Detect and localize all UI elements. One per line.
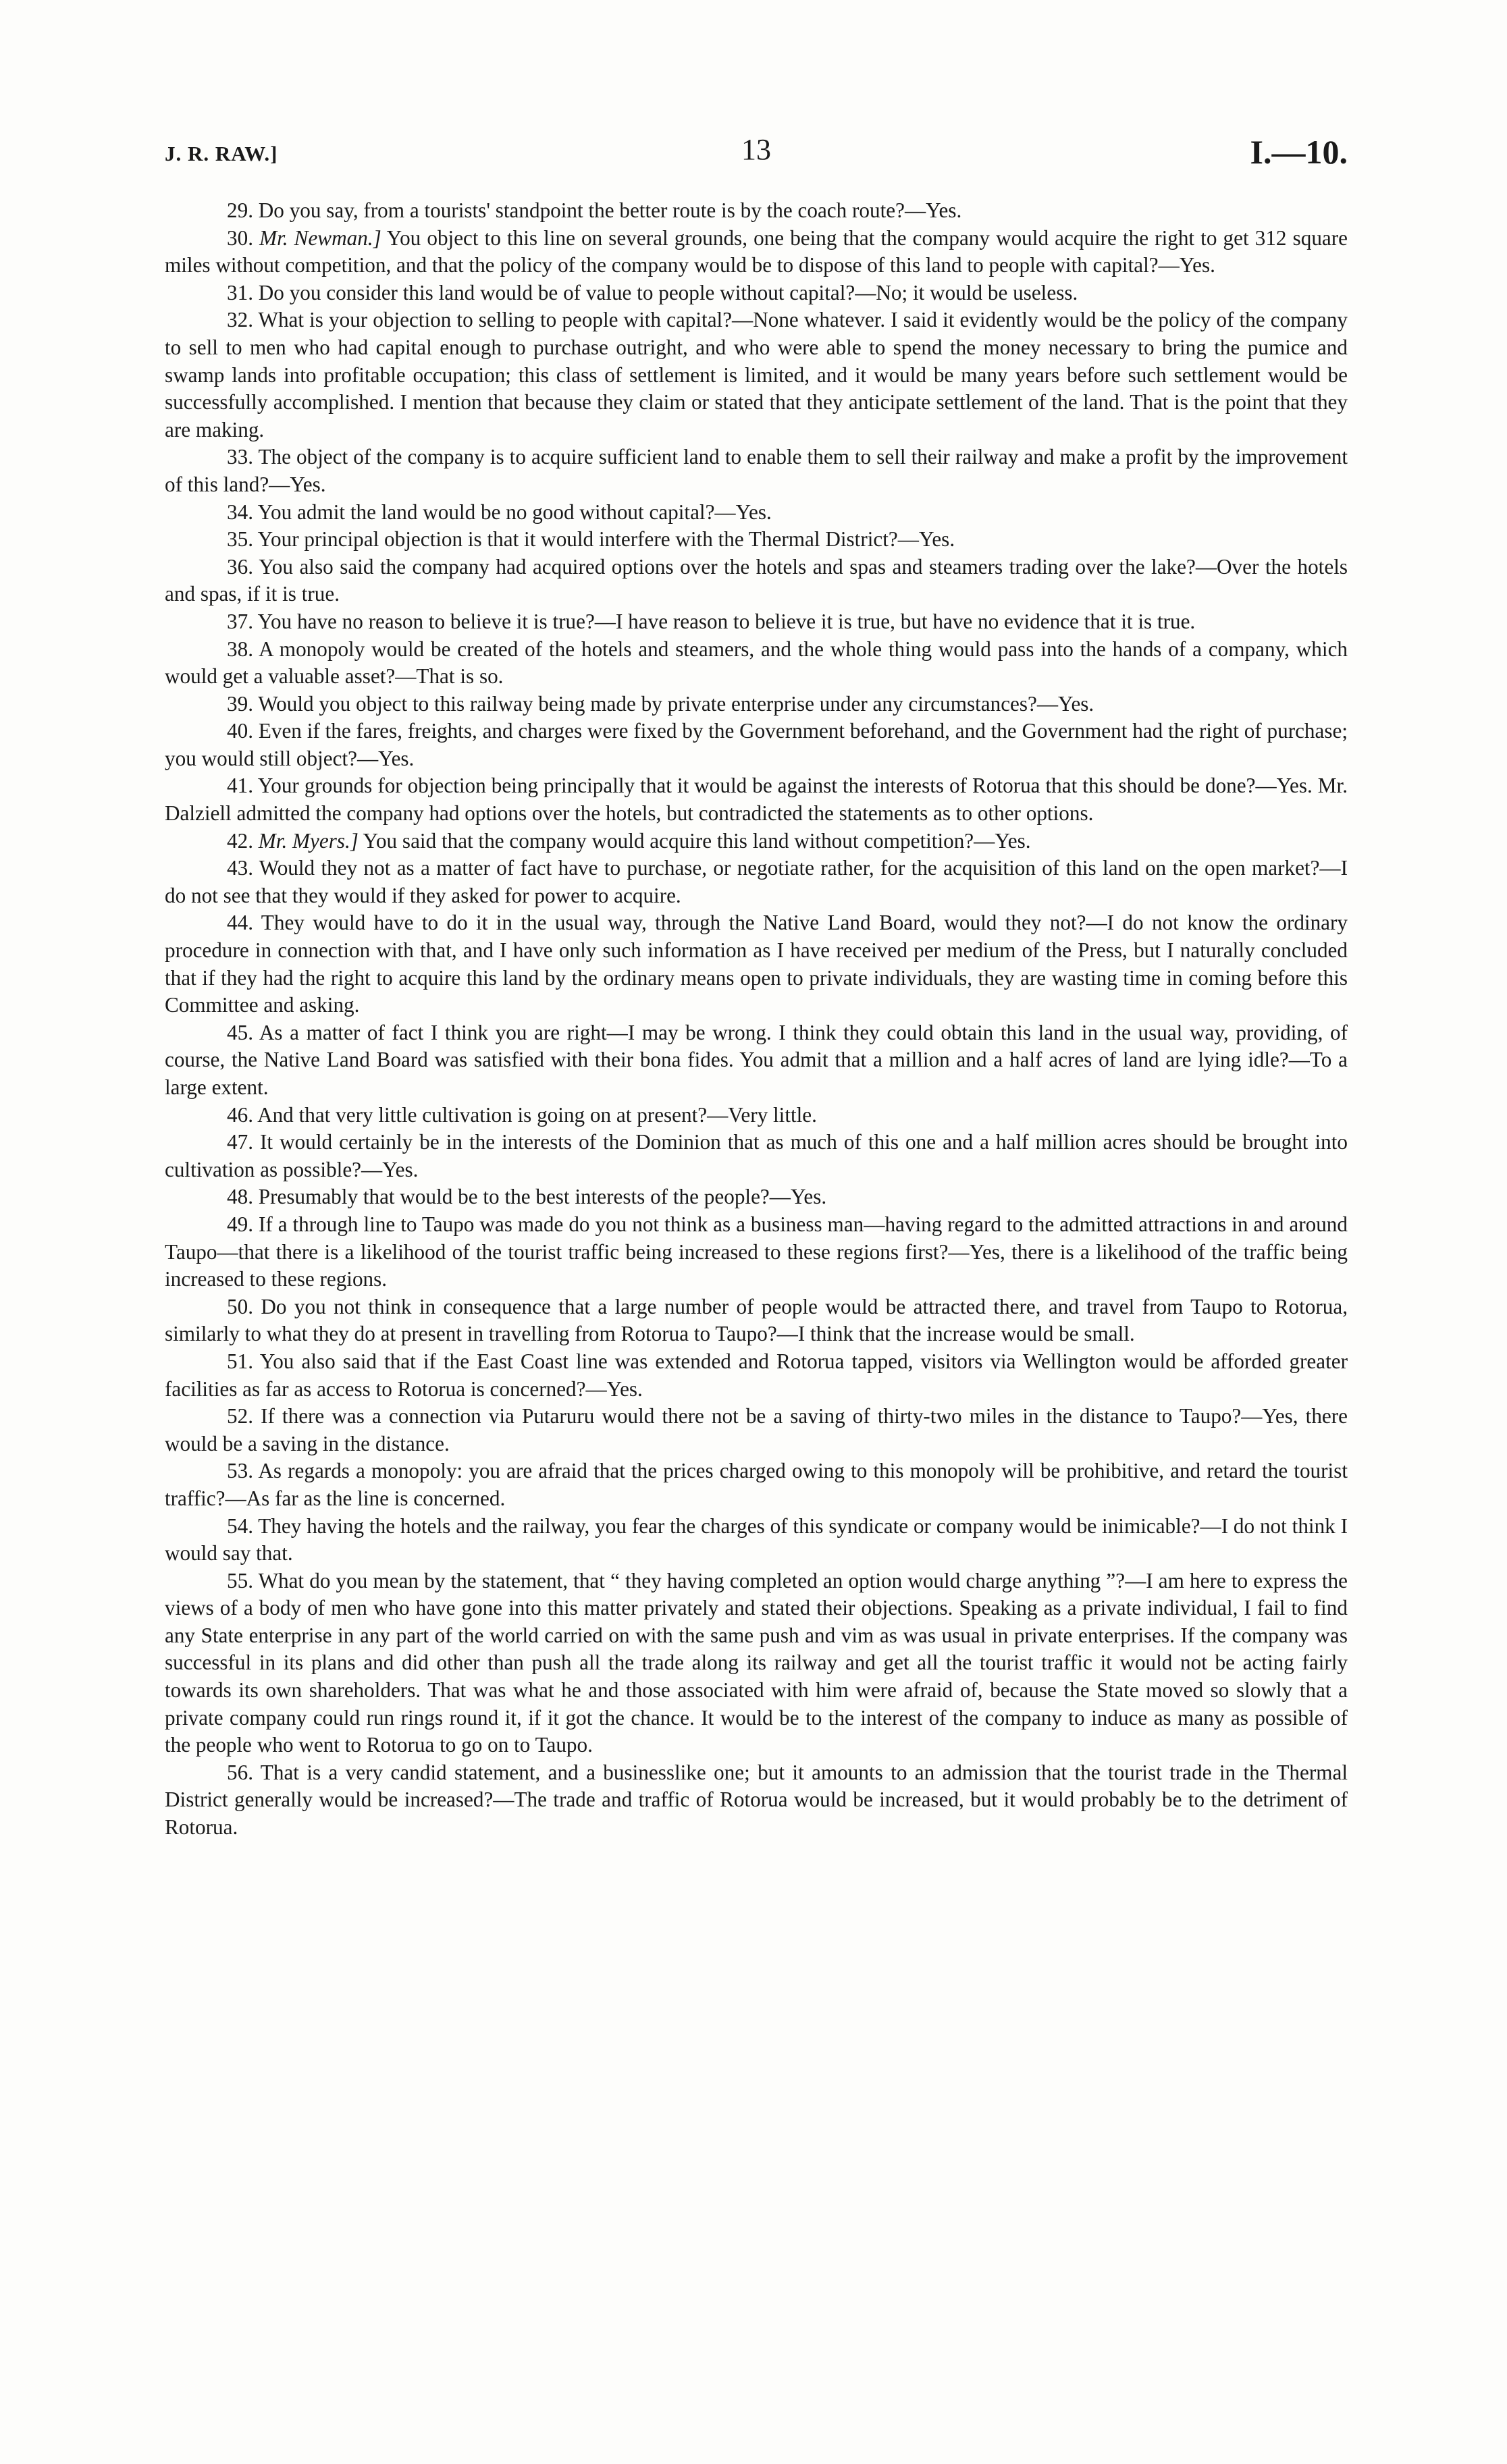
qa-paragraph	[165, 279, 1348, 307]
question-number: 42.	[227, 828, 253, 853]
qa-paragraph	[165, 1211, 1348, 1293]
qa-paragraph	[165, 1457, 1348, 1512]
question-number: 32.	[227, 308, 253, 332]
qa-text: Presumably that would be to the best interests of the people?—Yes.	[258, 1185, 827, 1209]
question-number: 29.	[227, 198, 253, 222]
qa-text: You also said that if the East Coast line was extended and Rotorua tapped, visitors via Wellington would be afforded greater facilities as far as access to Rotorua is concerned?—Yes.	[165, 1349, 1348, 1401]
qa-text: Do you consider this land would be of value to people without capital?—No; it would be useless.	[258, 280, 1078, 304]
qa-paragraph	[165, 636, 1348, 691]
qa-text: A monopoly would be created of the hotels and steamers, and the whole thing would pass into the hands of a company, which would get a valuable asset?—That is so.	[165, 637, 1348, 689]
question-number: 30.	[227, 225, 253, 250]
qa-text: You also said the company had acquired options over the hotels and spas and steamers trading over the lake?—Over the hotels and spas, if it is true.	[165, 554, 1348, 606]
question-number: 45.	[227, 1020, 253, 1044]
question-number: 52.	[227, 1404, 253, 1428]
qa-paragraph	[165, 1102, 1348, 1129]
qa-text: You object to this line on several grounds, one being that the company would acquire the right to get 312 square miles without competition, and that the policy of the company would be to dispose of this land to people with capital?—Yes.	[165, 225, 1348, 277]
speaker-label: Mr. Myers.]	[258, 828, 359, 853]
qa-paragraph	[165, 499, 1348, 527]
qa-text: You admit the land would be no good without capital?—Yes.	[257, 500, 772, 524]
qa-paragraph	[165, 1129, 1348, 1183]
qa-text: And that very little cultivation is going on at present?—Very little.	[257, 1102, 817, 1127]
qa-text: Your grounds for objection being principally that it would be against the interests of Rotorua that this should be done?—Yes. Mr. Dalziell admitted the company had options over the hotels, but contradicted the statements as to other options.	[165, 774, 1348, 826]
qa-paragraph	[165, 1513, 1348, 1568]
qa-paragraph	[165, 225, 1348, 279]
question-number: 49.	[227, 1212, 253, 1236]
question-number: 37.	[227, 609, 253, 633]
qa-paragraph	[165, 828, 1348, 855]
question-number: 43.	[227, 856, 253, 880]
question-number: 47.	[227, 1130, 253, 1154]
qa-text: Would they not as a matter of fact have to purchase, or negotiate rather, for the acquisition of this land on the open market?—I do not see that they would if they asked for power to acquire.	[165, 856, 1348, 907]
qa-paragraph	[165, 718, 1348, 772]
page-number: 13	[741, 133, 771, 166]
qa-paragraph	[165, 306, 1348, 444]
question-number: 55.	[227, 1568, 253, 1592]
qa-text: As a matter of fact I think you are right—I may be wrong. I think they could obtain this land in the usual way, providing, of course, the Native Land Board was satisfied with their bona fides. You admit that a million and a half acres of land are lying idle?—To a large extent.	[165, 1020, 1348, 1099]
question-number: 48.	[227, 1185, 253, 1209]
qa-paragraph	[165, 526, 1348, 554]
qa-paragraph	[165, 608, 1348, 636]
qa-paragraph	[165, 197, 1348, 225]
evidence-body	[165, 197, 1348, 1842]
qa-text: You have no reason to believe it is true?—I have reason to believe it is true, but have no evidence that it is true.	[257, 609, 1196, 633]
qa-paragraph	[165, 1348, 1348, 1403]
question-number: 33.	[227, 445, 253, 469]
qa-text: What do you mean by the statement, that “ they having completed an option would charge anything ”?—I am here to express the views of a body of men who have gone into this matter privately and stated their objections. Speaking as a private individual, I fail to find any State enterprise in any part of the world carried on with the same push and vim as was usual in private enterprises. If the company was successful in its plans and did other than push all the trade along its railway and get all the tourist traffic it would not be acting fairly towards its own shareholders. That was what he and those associated with him were afraid of, because the State moved so slowly that a private company could run rings round it, if it got the chance. It would be to the interest of the company to induce as many as possible of the people who went to Rotorua to go on to Taupo.	[165, 1568, 1348, 1757]
qa-text: You said that the company would acquire this land without competition?—Yes.	[363, 828, 1031, 853]
qa-text: If there was a connection via Putaruru would there not be a saving of thirty-two miles in the distance to Taupo?—Yes, there would be a saving in the distance.	[165, 1404, 1348, 1455]
question-number: 56.	[227, 1760, 253, 1784]
witness-name: J. R. RAW.]	[165, 142, 278, 165]
qa-text: The object of the company is to acquire sufficient land to enable them to sell their railway and make a profit by the improvement of this land?—Yes.	[165, 445, 1348, 496]
question-number: 44.	[227, 911, 253, 935]
qa-text: They would have to do it in the usual way, through the Native Land Board, would they not?—I do not know the ordinary procedure in connection with that, and I have only such information as I have received per medium of the Press, but I naturally concluded that if they had the right to acquire this land by the ordinary means open to private individuals, they are wasting time in coming before this Committee and asking.	[165, 911, 1348, 1017]
question-number: 41.	[227, 774, 253, 798]
question-number: 36.	[227, 554, 253, 579]
qa-text: If a through line to Taupo was made do you not think as a business man—having regard to the admitted attractions in and around Taupo—that there is a likelihood of the tourist traffic being increased to these regions first?—Yes, there is a likelihood of the traffic being increased to these regions.	[165, 1212, 1348, 1291]
question-number: 34.	[227, 500, 253, 524]
qa-text: Your principal objection is that it would interfere with the Thermal District?—Yes.	[257, 527, 955, 552]
qa-text: They having the hotels and the railway, you fear the charges of this syndicate or company would be inimicable?—I do not think I would say that.	[165, 1514, 1348, 1565]
qa-text: That is a very candid statement, and a businesslike one; but it amounts to an admission that the tourist trade in the Thermal District generally would be increased?—The trade and traffic of Rotorua would be increased, but it would probably be to the detriment of Rotorua.	[165, 1760, 1348, 1840]
qa-paragraph	[165, 1183, 1348, 1211]
question-number: 46.	[227, 1102, 253, 1127]
question-number: 35.	[227, 527, 253, 552]
qa-text: What is your objection to selling to people with capital?—None whatever. I said it evidently would be the policy of the company to sell to men who had capital enough to purchase outright, and who were able to spend the money necessary to bring the pumice and swamp lands into profitable occupation; this class of settlement is limited, and it would be many years before such settlement would be successfully accomplished. I mention that because they claim or stated that they anticipate settlement of the land. That is the point that they are making.	[165, 308, 1348, 441]
question-number: 39.	[227, 691, 253, 716]
qa-paragraph	[165, 772, 1348, 827]
qa-text: Do you say, from a tourists' standpoint the better route is by the coach route?—Yes.	[258, 198, 962, 222]
question-number: 50.	[227, 1294, 253, 1318]
qa-paragraph	[165, 1403, 1348, 1457]
question-number: 38.	[227, 637, 253, 661]
qa-text: As regards a monopoly: you are afraid that the prices charged owing to this monopoly will be prohibitive, and retard the tourist traffic?—As far as the line is concerned.	[165, 1459, 1348, 1510]
qa-paragraph	[165, 554, 1348, 608]
question-number: 40.	[227, 719, 253, 743]
question-number: 31.	[227, 280, 253, 304]
qa-paragraph	[165, 909, 1348, 1019]
qa-text: Would you object to this railway being made by private enterprise under any circumstances?—Yes.	[258, 691, 1094, 716]
qa-paragraph	[165, 1759, 1348, 1842]
question-number: 53.	[227, 1459, 253, 1483]
qa-paragraph	[165, 1568, 1348, 1759]
qa-paragraph	[165, 691, 1348, 718]
qa-text: Do you not think in consequence that a large number of people would be attracted there, and travel from Taupo to Rotorua, similarly to what they do at present in travelling from Rotorua to Taupo?—I think that the increase would be small.	[165, 1294, 1348, 1346]
speaker-label: Mr. Newman.]	[259, 225, 381, 250]
qa-text: Even if the fares, freights, and charges were fixed by the Government beforehand, and the Government had the right of purchase; you would still object?—Yes.	[165, 719, 1348, 770]
qa-paragraph	[165, 1019, 1348, 1102]
qa-text: It would certainly be in the interests of the Dominion that as much of this one and a half million acres should be brought into cultivation as possible?—Yes.	[165, 1130, 1348, 1181]
qa-paragraph	[165, 444, 1348, 498]
question-number: 54.	[227, 1514, 253, 1538]
qa-paragraph	[165, 855, 1348, 909]
document-code: I.—10.	[1250, 133, 1348, 171]
question-number: 51.	[227, 1349, 253, 1373]
qa-paragraph	[165, 1293, 1348, 1348]
page-header	[165, 132, 1348, 180]
